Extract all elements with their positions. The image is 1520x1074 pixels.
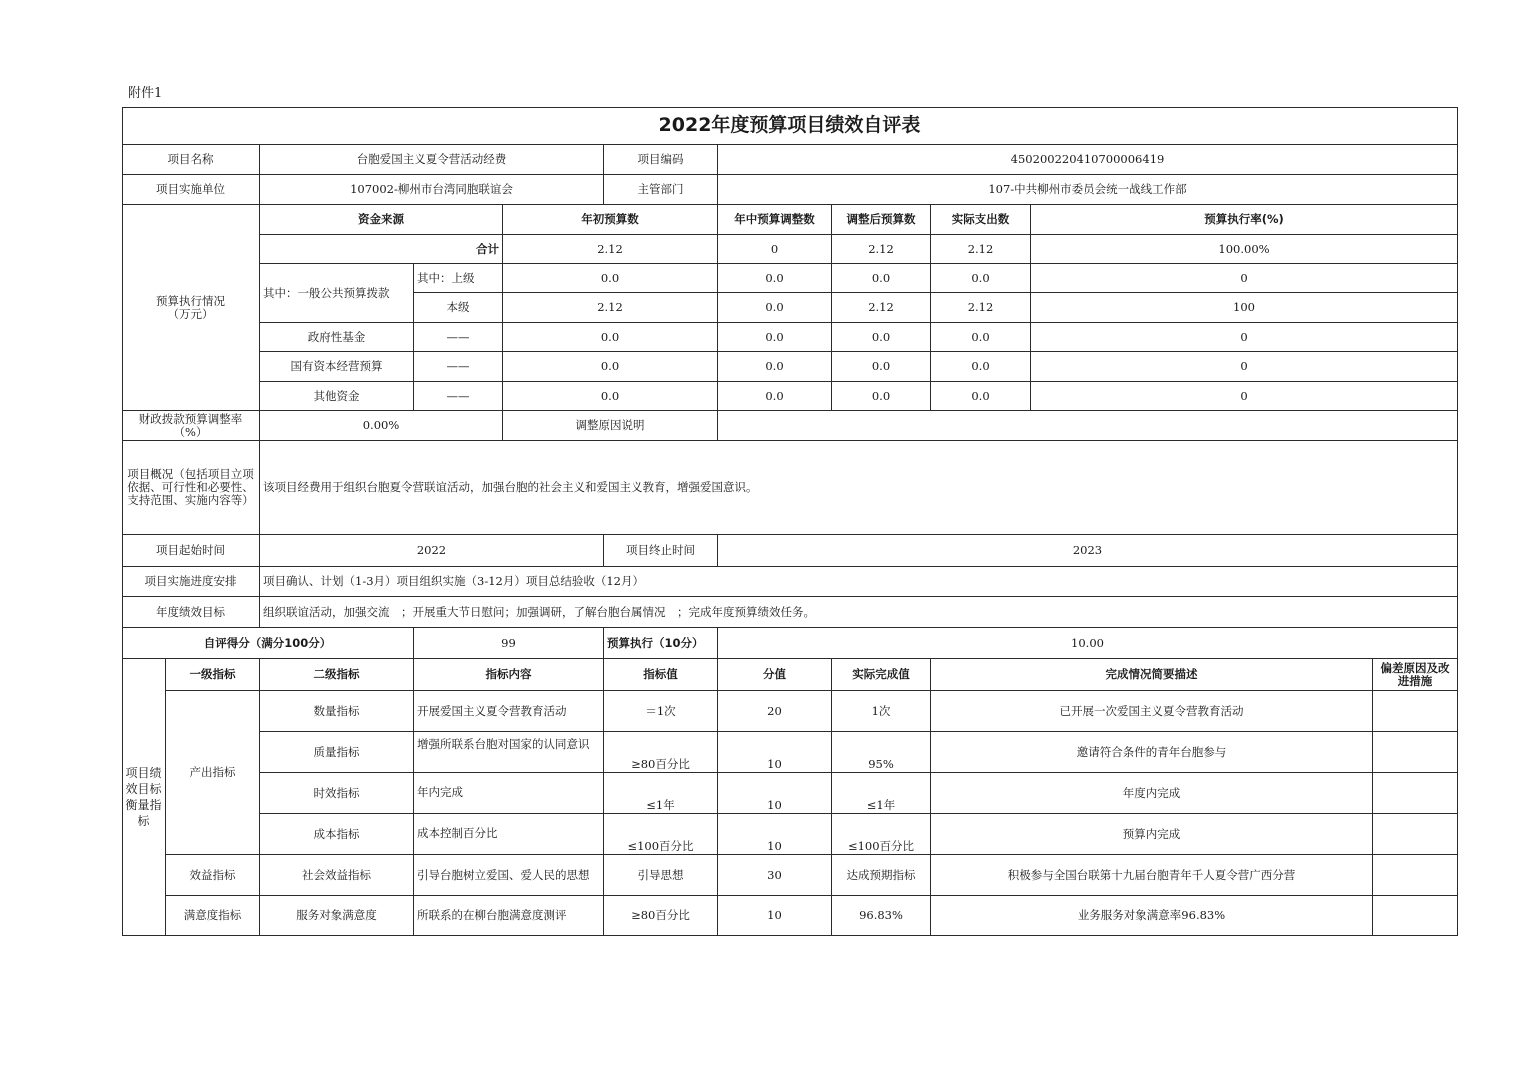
table-row-content: 所联系的在柳台胞满意度测评 [414, 896, 604, 936]
local-adjusted: 2.12 [832, 293, 931, 323]
other-funds-label: 其他资金 [260, 382, 414, 411]
header-mid-adjust: 年中预算调整数 [718, 205, 832, 235]
satisfaction-indicator-label: 满意度指标 [166, 896, 260, 936]
header-rate: 预算执行率(%) [1031, 205, 1458, 235]
table-row-content: 增强所联系台胞对国家的认同意识 [414, 732, 604, 773]
start-time-value: 2022 [260, 535, 604, 567]
budget-section-label: 预算执行情况（万元） [122, 205, 260, 411]
state-capital-label: 国有资本经营预算 [260, 352, 414, 382]
header-adjusted: 调整后预算数 [832, 205, 931, 235]
table-row-target: ＝1次 [604, 691, 718, 732]
table-row-actual: ≤100百分比 [832, 814, 931, 855]
supervising-dept-value: 107-中共柳州市委员会统一战线工作部 [718, 175, 1458, 205]
upper-adjusted: 0.0 [832, 264, 931, 293]
table-row-level2: 时效指标 [260, 773, 414, 814]
end-time-label: 项目终止时间 [604, 535, 718, 567]
indicator-header-content: 指标内容 [414, 659, 604, 691]
benefit-indicator-label: 效益指标 [166, 855, 260, 896]
indicator-section-label: 项目绩效目标衡量指标 [122, 659, 166, 936]
table-row-target: ≤1年 [604, 773, 718, 814]
state-capital-dash: —— [414, 352, 503, 382]
self-score-label: 自评得分（满分100分） [122, 628, 414, 659]
indicator-header-target: 指标值 [604, 659, 718, 691]
other-funds-adjusted: 0.0 [832, 382, 931, 411]
table-row-level2: 数量指标 [260, 691, 414, 732]
output-indicator-label: 产出指标 [166, 691, 260, 855]
table-row-level2: 质量指标 [260, 732, 414, 773]
table-row-points: 20 [718, 691, 832, 732]
total-rate: 100.00% [1031, 235, 1458, 264]
gov-fund-rate: 0 [1031, 323, 1458, 352]
gov-fund-initial: 0.0 [503, 323, 718, 352]
adjust-reason-value [718, 411, 1458, 441]
table-row-target: 引导思想 [604, 855, 718, 896]
implementing-unit-label: 项目实施单位 [122, 175, 260, 205]
upper-mid-adjust: 0.0 [718, 264, 832, 293]
table-row-points: 10 [718, 814, 832, 855]
adjust-rate-label: 财政拨款预算调整率（%） [122, 411, 260, 441]
upper-rate: 0 [1031, 264, 1458, 293]
project-code-value: 450200220410700006419 [718, 145, 1458, 175]
table-row-desc: 预算内完成 [931, 814, 1373, 855]
performance-table [122, 107, 1458, 936]
supervising-dept-label: 主管部门 [604, 175, 718, 205]
table-row-target: ≥80百分比 [604, 732, 718, 773]
table-row-content: 成本控制百分比 [414, 814, 604, 855]
indicator-header-points: 分值 [718, 659, 832, 691]
gov-fund-dash: —— [414, 323, 503, 352]
table-row-actual: 96.83% [832, 896, 931, 936]
local-actual: 2.12 [931, 293, 1031, 323]
state-capital-actual: 0.0 [931, 352, 1031, 382]
header-actual: 实际支出数 [931, 205, 1031, 235]
upper-level-label: 其中：上级 [414, 264, 503, 293]
header-source: 资金来源 [260, 205, 503, 235]
adjust-rate-value: 0.00% [260, 411, 503, 441]
upper-initial: 0.0 [503, 264, 718, 293]
gov-fund-label: 政府性基金 [260, 323, 414, 352]
table-row-actual: 达成预期指标 [832, 855, 931, 896]
upper-actual: 0.0 [931, 264, 1031, 293]
project-name-label: 项目名称 [122, 145, 260, 175]
table-row-actual: 1次 [832, 691, 931, 732]
table-row-deviation [1373, 814, 1458, 855]
table-row-points: 10 [718, 732, 832, 773]
schedule-value: 项目确认、计划（1-3月）项目组织实施（3-12月）项目总结验收（12月） [260, 567, 1458, 597]
table-row-content: 年内完成 [414, 773, 604, 814]
project-name-value: 台胞爱国主义夏令营活动经费 [260, 145, 604, 175]
annual-goal-value: 组织联谊活动，加强交流 ；开展重大节日慰问；加强调研，了解台胞台属情况 ；完成年度预算绩效任务。 [260, 597, 1458, 628]
total-initial: 2.12 [503, 235, 718, 264]
table-row-level2: 服务对象满意度 [260, 896, 414, 936]
adjust-reason-label: 调整原因说明 [503, 411, 718, 441]
other-funds-rate: 0 [1031, 382, 1458, 411]
start-time-label: 项目起始时间 [122, 535, 260, 567]
table-row-deviation [1373, 855, 1458, 896]
table-row-desc: 邀请符合条件的青年台胞参与 [931, 732, 1373, 773]
table-title: 2022年度预算项目绩效自评表 [122, 107, 1458, 145]
self-score-value: 99 [414, 628, 604, 659]
table-row-actual: ≤1年 [832, 773, 931, 814]
table-row-desc: 已开展一次爱国主义夏令营教育活动 [931, 691, 1373, 732]
gov-fund-mid-adjust: 0.0 [718, 323, 832, 352]
state-capital-initial: 0.0 [503, 352, 718, 382]
end-time-value: 2023 [718, 535, 1458, 567]
local-level-label: 本级 [414, 293, 503, 323]
gov-fund-actual: 0.0 [931, 323, 1031, 352]
table-row-level2: 社会效益指标 [260, 855, 414, 896]
indicator-header-desc: 完成情况简要描述 [931, 659, 1373, 691]
state-capital-rate: 0 [1031, 352, 1458, 382]
other-funds-mid-adjust: 0.0 [718, 382, 832, 411]
indicator-header-level1: 一级指标 [166, 659, 260, 691]
general-budget-label: 其中：一般公共预算拨款 [260, 264, 414, 323]
total-label: 合计 [260, 235, 503, 264]
table-row-desc: 年度内完成 [931, 773, 1373, 814]
table-row-target: ≤100百分比 [604, 814, 718, 855]
header-initial: 年初预算数 [503, 205, 718, 235]
state-capital-mid-adjust: 0.0 [718, 352, 832, 382]
table-row-target: ≥80百分比 [604, 896, 718, 936]
table-row-actual: 95% [832, 732, 931, 773]
state-capital-adjusted: 0.0 [832, 352, 931, 382]
table-row-deviation [1373, 773, 1458, 814]
other-funds-actual: 0.0 [931, 382, 1031, 411]
table-row-points: 30 [718, 855, 832, 896]
table-row-desc: 积极参与全国台联第十九届台胞青年千人夏令营广西分营 [931, 855, 1373, 896]
table-row-points: 10 [718, 896, 832, 936]
local-rate: 100 [1031, 293, 1458, 323]
table-row-desc: 业务服务对象满意率96.83% [931, 896, 1373, 936]
table-row-deviation [1373, 732, 1458, 773]
overview-label: 项目概况（包括项目立项依据、可行性和必要性、支持范围、实施内容等） [122, 441, 260, 535]
table-row-level2: 成本指标 [260, 814, 414, 855]
budget-exec-value: 10.00 [718, 628, 1458, 659]
table-row-deviation [1373, 896, 1458, 936]
total-actual: 2.12 [931, 235, 1031, 264]
gov-fund-adjusted: 0.0 [832, 323, 931, 352]
schedule-label: 项目实施进度安排 [122, 567, 260, 597]
annual-goal-label: 年度绩效目标 [122, 597, 260, 628]
indicator-header-deviation: 偏差原因及改进措施 [1373, 659, 1458, 691]
table-row-points: 10 [718, 773, 832, 814]
other-funds-initial: 0.0 [503, 382, 718, 411]
local-mid-adjust: 0.0 [718, 293, 832, 323]
other-funds-dash: —— [414, 382, 503, 411]
attachment-label: 附件1 [128, 86, 163, 101]
local-initial: 2.12 [503, 293, 718, 323]
implementing-unit-value: 107002-柳州市台湾同胞联谊会 [260, 175, 604, 205]
budget-exec-label: 预算执行（10分） [604, 628, 718, 659]
total-adjusted: 2.12 [832, 235, 931, 264]
indicator-header-actual: 实际完成值 [832, 659, 931, 691]
total-mid-adjust: 0 [718, 235, 832, 264]
overview-text: 该项目经费用于组织台胞夏令营联谊活动，加强台胞的社会主义和爱国主义教育，增强爱国意识。 [260, 441, 1458, 535]
indicator-header-level2: 二级指标 [260, 659, 414, 691]
table-row-content: 开展爱国主义夏令营教育活动 [414, 691, 604, 732]
table-row-content: 引导台胞树立爱国、爱人民的思想 [414, 855, 604, 896]
project-code-label: 项目编码 [604, 145, 718, 175]
table-row-deviation [1373, 691, 1458, 732]
